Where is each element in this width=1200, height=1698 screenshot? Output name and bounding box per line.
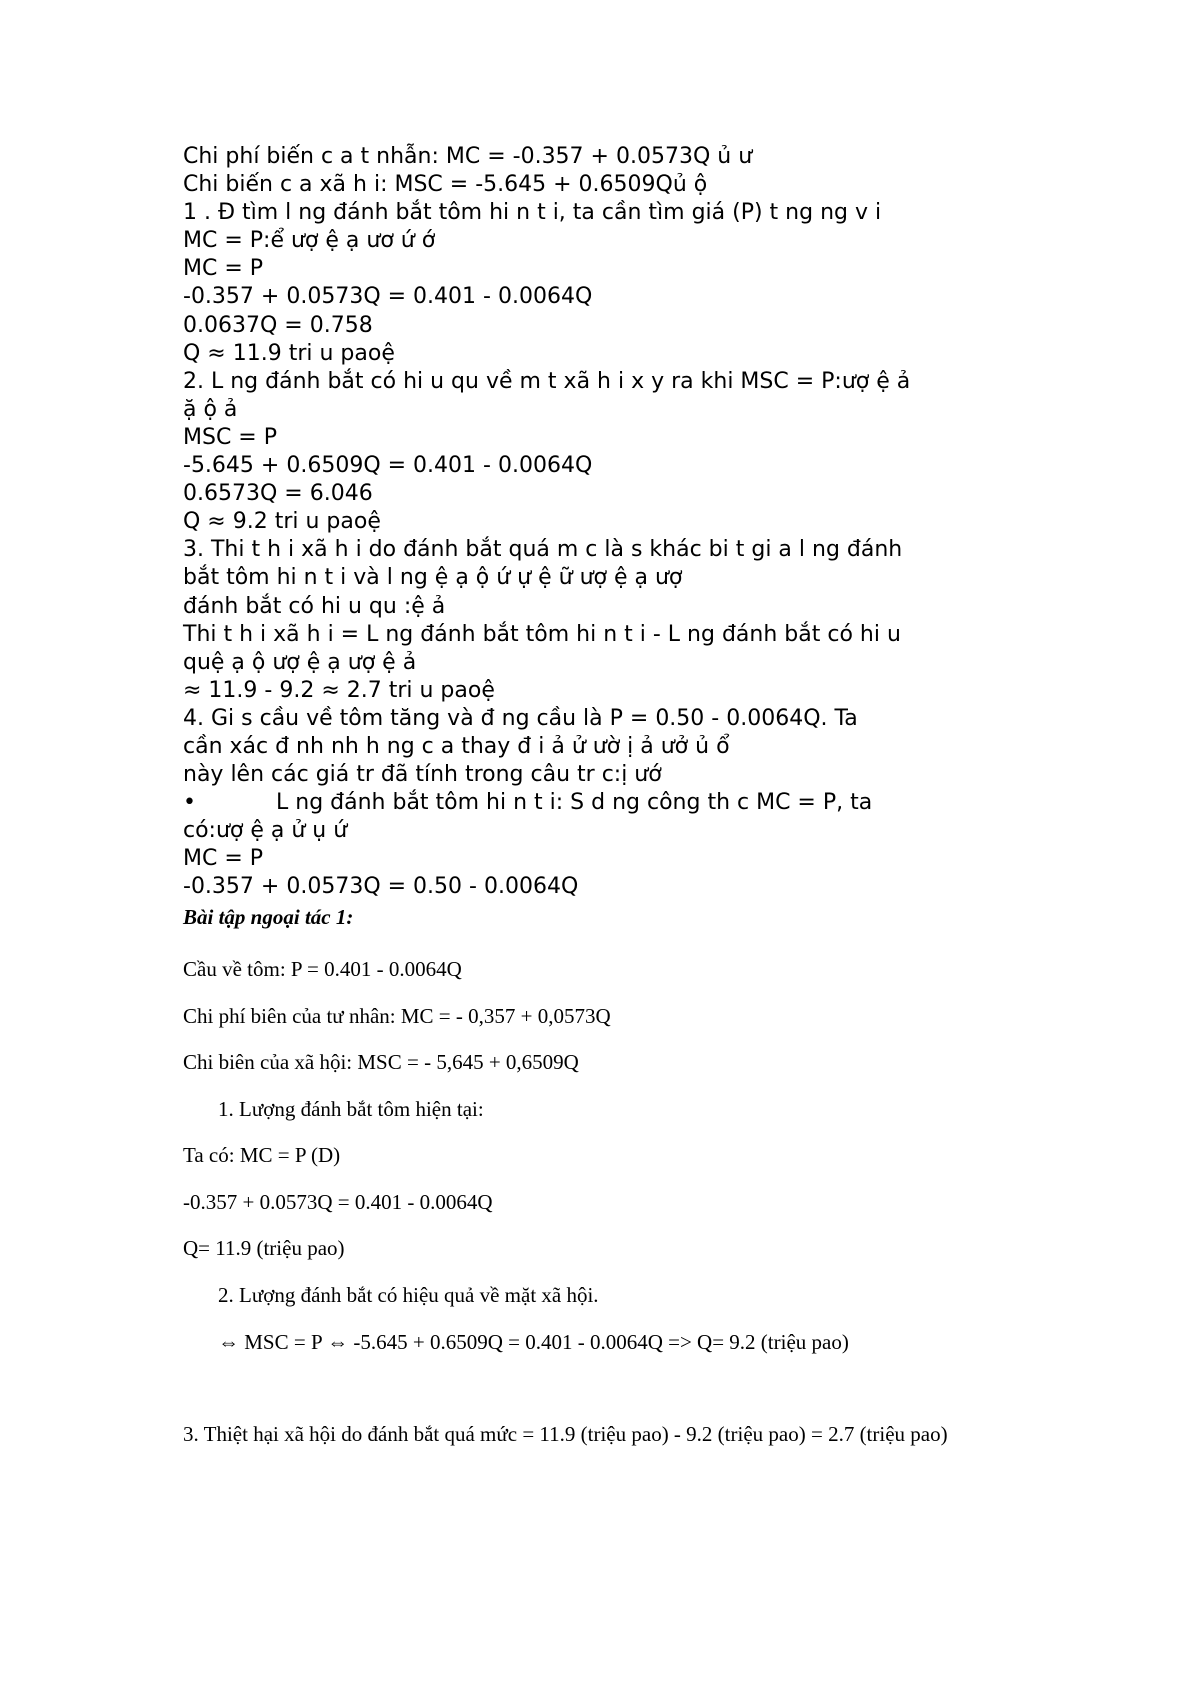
- bullet-symbol: •: [183, 790, 196, 816]
- text-line: ặ ộ ả: [183, 396, 238, 422]
- list-item-3: 3. Thiệt hại xã hội do đánh bắt quá mức = 11.9 (triệu pao) - 9.2 (triệu pao) = 2.7 (triệu pao): [183, 1422, 948, 1446]
- text-line: bắt tôm hi n t i và l ng ệ ạ ộ ứ ự ệ ữ ượ ệ ạ ượ: [183, 565, 683, 591]
- text-line: 4. Gi s cầu về tôm tăng và đ ng cầu là P = 0.50 - 0.0064Q. Ta: [183, 705, 858, 731]
- text-line: -0.357 + 0.0573Q = 0.401 - 0.0064Q: [183, 284, 593, 310]
- text-line: Q ≈ 9.2 tri u paoệ: [183, 509, 381, 535]
- bullet-text: L ng đánh bắt tôm hi n t i: S d ng công th c MC = P, ta: [276, 790, 873, 816]
- text-line: -0.357 + 0.0573Q = 0.50 - 0.0064Q: [183, 874, 579, 900]
- private-mc-line: Chi phí biên của tư nhân: MC = - 0,357 + 0,0573Q: [183, 1004, 611, 1028]
- exercise-title: Bài tập ngoại tác 1:: [183, 905, 354, 929]
- text-line: đánh bắt có hi u qu :ệ ả: [183, 593, 446, 619]
- text-line: MSC = P: [183, 424, 277, 450]
- text-line: quệ ạ ộ ượ ệ ạ ượ ệ ả: [183, 649, 417, 675]
- text-line: 3. Thi t h i xã h i do đánh bắt quá m c là s khác bi t gi a l ng đánh: [183, 537, 903, 563]
- text-line: này lên các giá tr đã tính trong câu tr c:ị ướ: [183, 762, 662, 788]
- text-line: có:ượ ệ ạ ử ụ ứ: [183, 818, 348, 844]
- list-item-1: 1. Lượng đánh bắt tôm hiện tại:: [218, 1097, 484, 1121]
- result-line: Q= 11.9 (triệu pao): [183, 1236, 345, 1260]
- text-line: 0.0637Q = 0.758: [183, 312, 373, 338]
- text-line: Chi phí biến c a t nhẫn: MC = -0.357 + 0.0573Q ủ ư: [183, 144, 753, 169]
- list-item-2: 2. Lượng đánh bắt có hiệu quả về mặt xã hội.: [218, 1283, 599, 1307]
- text-line: MC = P: [183, 256, 264, 282]
- garbled-text-block: [183, 143, 1043, 902]
- text-line: MC = P:ể ượ ệ ạ ươ ứ ớ: [183, 228, 436, 254]
- text-line: Q ≈ 11.9 tri u paoệ: [183, 340, 395, 366]
- ta-co-line: Ta có: MC = P (D): [183, 1143, 341, 1167]
- text-line: ≈ 11.9 - 9.2 ≈ 2.7 tri u paoệ: [183, 677, 495, 703]
- text-line: cần xác đ nh nh h ng c a thay đ i ả ử ườ ị ả ưở ủ ổ: [183, 733, 730, 759]
- demand-line: Cầu về tôm: P = 0.401 - 0.0064Q: [183, 957, 462, 981]
- text-line: 1 . Đ tìm l ng đánh bắt tôm hi n t i, ta cần tìm giá (P) t ng ng v i: [183, 200, 882, 226]
- equivalence-line: ⇔ MSC = P ⇔ -5.645 + 0.6509Q = 0.401 - 0.0064Q => Q= 9.2 (triệu pao): [218, 1330, 849, 1354]
- text-line: 0.6573Q = 6.046: [183, 481, 373, 507]
- text-line: Thi t h i xã h i = L ng đánh bắt tôm hi n t i - L ng đánh bắt có hi u: [183, 621, 901, 647]
- social-mc-line: Chi biên của xã hội: MSC = - 5,645 + 0,6509Q: [183, 1050, 579, 1074]
- text-line: Chi biến c a xã h i: MSC = -5.645 + 0.6509Qủ ộ: [183, 172, 708, 198]
- bullet-item: [183, 789, 1043, 817]
- text-line: 2. L ng đánh bắt có hi u qu về m t xã h i x y ra khi MSC = P:ượ ệ ả: [183, 368, 911, 394]
- equation-line: -0.357 + 0.0573Q = 0.401 - 0.0064Q: [183, 1190, 493, 1214]
- text-line: -5.645 + 0.6509Q = 0.401 - 0.0064Q: [183, 453, 593, 479]
- text-line: MC = P: [183, 846, 264, 872]
